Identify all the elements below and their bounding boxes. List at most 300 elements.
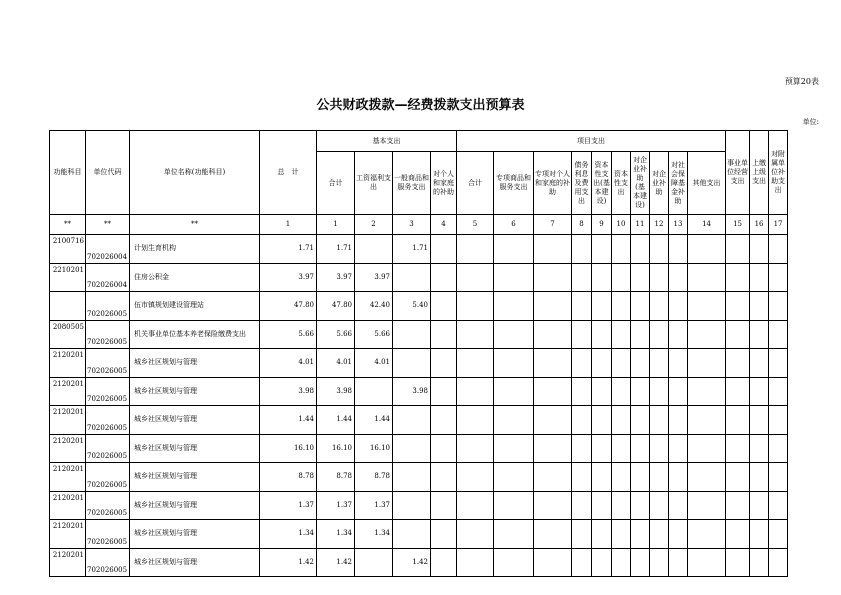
empty-cell (688, 406, 726, 435)
empty-cell (650, 235, 669, 264)
empty-cell (534, 377, 572, 406)
empty-cell (534, 548, 572, 577)
empty-cell (769, 377, 788, 406)
empty-cell (688, 235, 726, 264)
empty-cell (631, 491, 650, 520)
empty-cell (669, 463, 688, 492)
unit-name-cell: 城乡社区规划与管理 (130, 406, 260, 435)
unit-name-cell: 城乡社区规划与管理 (130, 434, 260, 463)
empty-cell (631, 463, 650, 492)
empty-cell (669, 292, 688, 321)
goods-cell (393, 263, 431, 292)
header-project: 项目支出 (457, 131, 726, 152)
goods-cell (393, 349, 431, 378)
empty-cell (612, 434, 631, 463)
empty-cell (592, 406, 612, 435)
goods-cell (393, 491, 431, 520)
empty-cell (612, 463, 631, 492)
func-code-cell: 2080505 (50, 320, 86, 349)
header-func-code: 功能科目 (50, 131, 86, 215)
index-cell: 5 (457, 215, 494, 235)
empty-cell (750, 263, 769, 292)
total-cell: 1.34 (260, 520, 317, 549)
index-cell: 11 (631, 215, 650, 235)
unit-name-cell: 城乡社区规划与管理 (130, 548, 260, 577)
total-cell: 1.44 (260, 406, 317, 435)
empty-cell (726, 320, 750, 349)
empty-cell (572, 320, 592, 349)
func-code-cell: 2120201 (50, 406, 86, 435)
empty-cell (688, 263, 726, 292)
table-row (50, 349, 788, 378)
empty-cell (769, 235, 788, 264)
empty-cell (612, 263, 631, 292)
empty-cell (457, 434, 494, 463)
empty-cell (494, 491, 534, 520)
form-number: 预算20表 (784, 77, 819, 86)
empty-cell (534, 320, 572, 349)
empty-cell (688, 434, 726, 463)
empty-cell (572, 463, 592, 492)
empty-cell (650, 463, 669, 492)
basic-total-cell: 1.42 (317, 548, 355, 577)
empty-cell (726, 463, 750, 492)
empty-cell (726, 520, 750, 549)
table-row (50, 377, 788, 406)
header-project-col: 对社会保障基金补助 (669, 152, 688, 215)
unit-code-cell: 702026005 (86, 406, 130, 435)
empty-cell (494, 520, 534, 549)
header-basic-col: 对个人和家庭的补助 (431, 152, 457, 215)
empty-cell (494, 377, 534, 406)
empty-cell (431, 235, 457, 264)
unit-name-cell: 城乡社区规划与管理 (130, 349, 260, 378)
empty-cell (431, 377, 457, 406)
empty-cell (688, 548, 726, 577)
empty-cell (631, 320, 650, 349)
empty-cell (769, 320, 788, 349)
empty-cell (431, 491, 457, 520)
empty-cell (494, 406, 534, 435)
empty-cell (457, 463, 494, 492)
unit-code-cell: 702026004 (86, 263, 130, 292)
empty-cell (631, 520, 650, 549)
empty-cell (769, 292, 788, 321)
index-cell: 4 (431, 215, 457, 235)
empty-cell (750, 548, 769, 577)
page-title: 公共财政拨款—经费拨款支出预算表 (316, 98, 525, 113)
empty-cell (769, 434, 788, 463)
table-row (50, 235, 788, 264)
table-row (50, 463, 788, 492)
index-cell: 1 (260, 215, 317, 235)
empty-cell (750, 491, 769, 520)
goods-cell: 1.71 (393, 235, 431, 264)
empty-cell (650, 377, 669, 406)
empty-cell (572, 263, 592, 292)
header-basic-col: 工资福利支出 (355, 152, 393, 215)
empty-cell (769, 491, 788, 520)
empty-cell (592, 263, 612, 292)
empty-cell (612, 377, 631, 406)
header-project-col: 债务利息及费用支出 (572, 152, 592, 215)
func-code-cell: 2120201 (50, 520, 86, 549)
basic-total-cell: 1.34 (317, 520, 355, 549)
unit-code-cell: 702026005 (86, 463, 130, 492)
empty-cell (592, 434, 612, 463)
empty-cell (669, 491, 688, 520)
total-cell: 8.78 (260, 463, 317, 492)
empty-cell (688, 292, 726, 321)
table-row (50, 320, 788, 349)
empty-cell (572, 292, 592, 321)
empty-cell (534, 263, 572, 292)
empty-cell (572, 406, 592, 435)
basic-total-cell: 16.10 (317, 434, 355, 463)
empty-cell (726, 349, 750, 378)
index-cell: 10 (612, 215, 631, 235)
empty-cell (457, 406, 494, 435)
empty-cell (572, 349, 592, 378)
empty-cell (650, 548, 669, 577)
empty-cell (457, 263, 494, 292)
empty-cell (631, 548, 650, 577)
goods-cell: 1.42 (393, 548, 431, 577)
empty-cell (688, 491, 726, 520)
index-cell: 7 (534, 215, 572, 235)
func-code-cell: 2120201 (50, 548, 86, 577)
func-code-cell: 2120201 (50, 377, 86, 406)
empty-cell (431, 463, 457, 492)
empty-cell (612, 548, 631, 577)
empty-cell (534, 349, 572, 378)
empty-cell (431, 349, 457, 378)
empty-cell (592, 320, 612, 349)
goods-cell (393, 463, 431, 492)
empty-cell (572, 491, 592, 520)
empty-cell (750, 406, 769, 435)
empty-cell (494, 320, 534, 349)
total-cell: 4.01 (260, 349, 317, 378)
empty-cell (592, 548, 612, 577)
index-cell: ** (86, 215, 130, 235)
wage-cell: 5.66 (355, 320, 393, 349)
table-row (50, 548, 788, 577)
empty-cell (457, 548, 494, 577)
wage-cell: 3.97 (355, 263, 393, 292)
empty-cell (612, 235, 631, 264)
unit-name-cell: 伍市镇规划建设管理站 (130, 292, 260, 321)
empty-cell (669, 406, 688, 435)
empty-cell (431, 520, 457, 549)
empty-cell (669, 377, 688, 406)
basic-total-cell: 47.80 (317, 292, 355, 321)
header-project-col: 合计 (457, 152, 494, 215)
empty-cell (631, 263, 650, 292)
empty-cell (688, 463, 726, 492)
index-cell: 2 (355, 215, 393, 235)
func-code-cell: 2120201 (50, 491, 86, 520)
index-cell: ** (130, 215, 260, 235)
empty-cell (669, 263, 688, 292)
func-code-cell (50, 292, 86, 321)
index-cell: 17 (769, 215, 788, 235)
empty-cell (494, 463, 534, 492)
empty-cell (494, 349, 534, 378)
header-project-col: 资本性支出 (612, 152, 631, 215)
goods-cell: 3.98 (393, 377, 431, 406)
empty-cell (650, 263, 669, 292)
table-row (50, 491, 788, 520)
empty-cell (631, 377, 650, 406)
empty-cell (457, 377, 494, 406)
empty-cell (650, 320, 669, 349)
goods-cell (393, 520, 431, 549)
total-cell: 3.98 (260, 377, 317, 406)
empty-cell (750, 463, 769, 492)
table-body (50, 235, 788, 577)
empty-cell (688, 349, 726, 378)
empty-cell (494, 235, 534, 264)
empty-cell (457, 292, 494, 321)
empty-cell (631, 434, 650, 463)
empty-cell (669, 548, 688, 577)
empty-cell (534, 491, 572, 520)
unit-code-cell: 702026005 (86, 434, 130, 463)
empty-cell (726, 292, 750, 321)
empty-cell (688, 320, 726, 349)
empty-cell (650, 520, 669, 549)
empty-cell (572, 548, 592, 577)
empty-cell (612, 406, 631, 435)
func-code-cell: 2120201 (50, 434, 86, 463)
empty-cell (534, 292, 572, 321)
header-total: 总 计 (260, 131, 317, 215)
index-cell: 15 (726, 215, 750, 235)
empty-cell (650, 491, 669, 520)
empty-cell (726, 377, 750, 406)
wage-cell (355, 548, 393, 577)
empty-cell (592, 463, 612, 492)
empty-cell (769, 548, 788, 577)
empty-cell (669, 434, 688, 463)
empty-cell (612, 349, 631, 378)
empty-cell (650, 434, 669, 463)
table-row (50, 263, 788, 292)
table-row (50, 434, 788, 463)
wage-cell (355, 377, 393, 406)
empty-cell (534, 520, 572, 549)
empty-cell (494, 263, 534, 292)
wage-cell: 1.44 (355, 406, 393, 435)
basic-total-cell: 1.37 (317, 491, 355, 520)
empty-cell (750, 520, 769, 549)
header-unit-name: 单位名称(功能科目) (130, 131, 260, 215)
header-unit-code: 单位代码 (86, 131, 130, 215)
empty-cell (726, 406, 750, 435)
header-basic-col: 合计 (317, 152, 355, 215)
unit-code-cell: 702026005 (86, 320, 130, 349)
empty-cell (669, 520, 688, 549)
empty-cell (726, 235, 750, 264)
index-cell: 8 (572, 215, 592, 235)
index-cell: 1 (317, 215, 355, 235)
empty-cell (431, 548, 457, 577)
empty-cell (688, 520, 726, 549)
header-project-col: 专项对个人和家庭的补助 (534, 152, 572, 215)
unit-name-cell: 机关事业单位基本养老保险缴费支出 (130, 320, 260, 349)
index-cell: 9 (592, 215, 612, 235)
empty-cell (612, 491, 631, 520)
unit-name-cell: 城乡社区规划与管理 (130, 491, 260, 520)
empty-cell (612, 320, 631, 349)
empty-cell (592, 292, 612, 321)
empty-cell (592, 377, 612, 406)
empty-cell (769, 463, 788, 492)
empty-cell (572, 377, 592, 406)
empty-cell (494, 434, 534, 463)
wage-cell: 42.40 (355, 292, 393, 321)
empty-cell (631, 349, 650, 378)
func-code-cell: 2120201 (50, 349, 86, 378)
header-project-col: 对企业补助 (650, 152, 669, 215)
empty-cell (612, 292, 631, 321)
empty-cell (769, 406, 788, 435)
total-cell: 5.66 (260, 320, 317, 349)
wage-cell: 1.37 (355, 491, 393, 520)
empty-cell (669, 349, 688, 378)
index-cell: ** (50, 215, 86, 235)
wage-cell: 1.34 (355, 520, 393, 549)
empty-cell (726, 548, 750, 577)
empty-cell (726, 434, 750, 463)
basic-total-cell: 3.97 (317, 263, 355, 292)
budget-table (49, 130, 788, 577)
basic-total-cell: 5.66 (317, 320, 355, 349)
header-basic-col: 一般商品和服务支出 (393, 152, 431, 215)
basic-total-cell: 1.44 (317, 406, 355, 435)
empty-cell (750, 320, 769, 349)
empty-cell (769, 263, 788, 292)
empty-cell (750, 292, 769, 321)
empty-cell (750, 235, 769, 264)
total-cell: 3.97 (260, 263, 317, 292)
unit-name-cell: 城乡社区规划与管理 (130, 520, 260, 549)
unit-code-cell: 702026004 (86, 235, 130, 264)
wage-cell: 4.01 (355, 349, 393, 378)
empty-cell (631, 235, 650, 264)
header-project-col: 其他支出 (688, 152, 726, 215)
index-cell: 16 (750, 215, 769, 235)
wage-cell (355, 235, 393, 264)
unit-code-cell: 702026005 (86, 491, 130, 520)
empty-cell (750, 434, 769, 463)
empty-cell (534, 434, 572, 463)
func-code-cell: 2120201 (50, 463, 86, 492)
empty-cell (431, 263, 457, 292)
wage-cell: 8.78 (355, 463, 393, 492)
index-cell: 3 (393, 215, 431, 235)
unit-name-cell: 城乡社区规划与管理 (130, 377, 260, 406)
empty-cell (612, 520, 631, 549)
unit-code-cell: 702026005 (86, 349, 130, 378)
goods-cell (393, 434, 431, 463)
wage-cell: 16.10 (355, 434, 393, 463)
index-cell: 14 (688, 215, 726, 235)
empty-cell (726, 263, 750, 292)
empty-cell (431, 434, 457, 463)
empty-cell (534, 406, 572, 435)
func-code-cell: 2210201 (50, 263, 86, 292)
empty-cell (592, 491, 612, 520)
table-row (50, 406, 788, 435)
empty-cell (572, 434, 592, 463)
empty-cell (431, 292, 457, 321)
empty-cell (631, 292, 650, 321)
empty-cell (457, 491, 494, 520)
total-cell: 1.71 (260, 235, 317, 264)
unit-label: 单位: (802, 118, 819, 126)
empty-cell (650, 349, 669, 378)
header-project-col: 对企业补助(基本建设) (631, 152, 650, 215)
header-tail-1: 上缴上级支出 (750, 131, 769, 215)
empty-cell (750, 349, 769, 378)
header-basic: 基本支出 (317, 131, 457, 152)
empty-cell (457, 520, 494, 549)
table-row (50, 520, 788, 549)
empty-cell (650, 292, 669, 321)
empty-cell (688, 377, 726, 406)
unit-name-cell: 城乡社区规划与管理 (130, 463, 260, 492)
total-cell: 16.10 (260, 434, 317, 463)
index-cell: 12 (650, 215, 669, 235)
index-cell: 13 (669, 215, 688, 235)
basic-total-cell: 8.78 (317, 463, 355, 492)
empty-cell (769, 520, 788, 549)
func-code-cell: 2100716 (50, 235, 86, 264)
unit-code-cell: 702026005 (86, 377, 130, 406)
empty-cell (534, 235, 572, 264)
unit-code-cell: 702026005 (86, 548, 130, 577)
unit-name-cell: 计划生育机构 (130, 235, 260, 264)
empty-cell (592, 235, 612, 264)
index-cell: 6 (494, 215, 534, 235)
empty-cell (457, 235, 494, 264)
empty-cell (431, 320, 457, 349)
unit-name-cell: 住房公积金 (130, 263, 260, 292)
goods-cell (393, 406, 431, 435)
header-tail-2: 对附属单位补助支出 (769, 131, 788, 215)
goods-cell: 5.40 (393, 292, 431, 321)
header-project-col: 专项商品和服务支出 (494, 152, 534, 215)
empty-cell (669, 235, 688, 264)
empty-cell (572, 520, 592, 549)
empty-cell (494, 292, 534, 321)
total-cell: 47.80 (260, 292, 317, 321)
empty-cell (750, 377, 769, 406)
empty-cell (494, 548, 534, 577)
header-project-col: 资本性支出(基本建设) (592, 152, 612, 215)
unit-code-cell: 702026005 (86, 520, 130, 549)
total-cell: 1.42 (260, 548, 317, 577)
empty-cell (457, 320, 494, 349)
empty-cell (650, 406, 669, 435)
table-row (50, 292, 788, 321)
empty-cell (592, 520, 612, 549)
empty-cell (631, 406, 650, 435)
index-row (50, 215, 788, 235)
basic-total-cell: 1.71 (317, 235, 355, 264)
